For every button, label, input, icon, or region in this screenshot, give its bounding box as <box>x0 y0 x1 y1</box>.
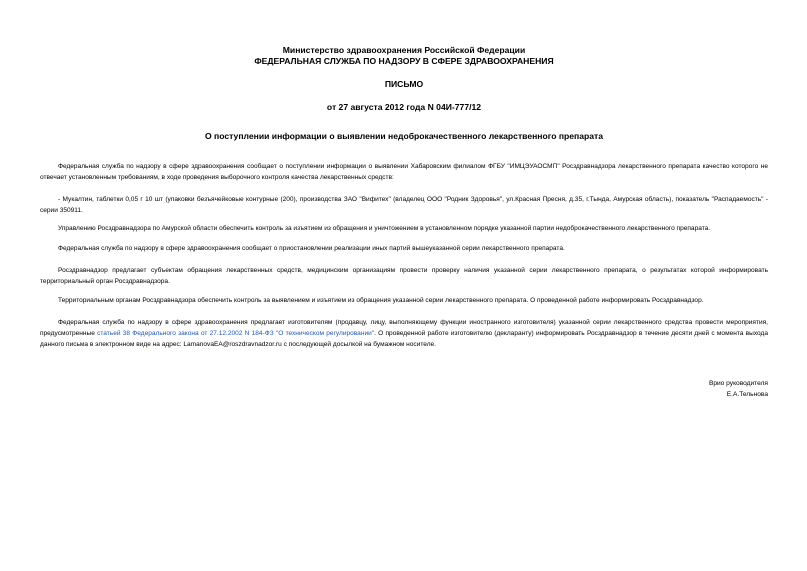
paragraph-3: Управлению Росздравнадзора по Амурской области обеспечить контроль за изъятием из обращения и уничтожением в установленном порядке указанной партии недоброкачественного лекарственного препарата. <box>58 225 711 232</box>
law-reference-link[interactable]: статьей 38 Федерального закона от 27.12.2002 N 184-ФЗ "О техническом регулировании" <box>97 330 375 337</box>
paragraph-5: Росздравнадзор предлагает субъектам обращения лекарственных средств, медицинским организациям провести проверку наличия указанной серии лекарственного препарата, о результатах которой информировать территориальный орган Росздравнадзора. <box>40 267 768 285</box>
paragraph-2: - Мукалтин, таблетки 0,05 г 10 шт (упаковки безъячейковые контурные (200), производства ЗАО "Вифитех" (владелец ООО "Родник Здоровья", ул.Красная Пресня, д.35, г.Тында, Амурская область), показатель "Распадаемость" - серии 350911. <box>40 196 768 214</box>
paragraph-7-text-start: Федеральная служба по надзору в сфере здравоохранения предлагает изготовителям (продавцу, лицу, выполняющему функции иностранного изготовителя) указанной серии лекарственного средства провести мероприятия, предусмотренные <box>40 319 768 337</box>
document-date-number: от 27 августа 2012 года N 04И-777/12 <box>326 102 482 112</box>
signature-position: Врио руководителя <box>708 380 768 387</box>
paragraph-7-text-end: . О проведенной работе изготовителю (декларанту) информировать Росздравнадзор в течение десяти дней с момента выхода данного письма в электронном виде на адрес: LamanovaEA@roszdravnadzor.ru с последующей досылкой на бумажном носителе. <box>40 330 768 348</box>
paragraph-7 <box>40 317 768 350</box>
paragraph-1: Федеральная служба по надзору в сфере здравоохранения сообщает о поступлении информации о выявлении Хабаровским филиалом ФГБУ "ИМЦЭУАОСМП" Росздравнадзора лекарственного препарата качество которого не отвечает установленным требованиям, в ходе проведения выборочного контроля качества лекарственных средств: <box>40 163 768 181</box>
paragraph-4: Федеральная служба по надзору в сфере здравоохранения сообщает о приостановлении реализации иных партий вышеуказанной серии лекарственного препарата. <box>58 245 565 252</box>
paragraph-6: Территориальным органам Росздравнадзора обеспечить контроль за выявлением и изъятием из обращения указанной серии лекарственного препарата. О проведенной работе информировать Росздравнадзор. <box>58 297 704 304</box>
ministry-name: Министерство здравоохранения Российской Федерации <box>282 45 526 55</box>
signature-name: Е.А.Тельнова <box>726 391 768 398</box>
document-type: ПИСЬМО <box>384 79 424 89</box>
service-name: ФЕДЕРАЛЬНАЯ СЛУЖБА ПО НАДЗОРУ В СФЕРЕ ЗДРАВООХРАНЕНИЯ <box>254 56 554 66</box>
document-subject: О поступлении информации о выявлении недоброкачественного лекарственного препарата <box>204 131 604 141</box>
